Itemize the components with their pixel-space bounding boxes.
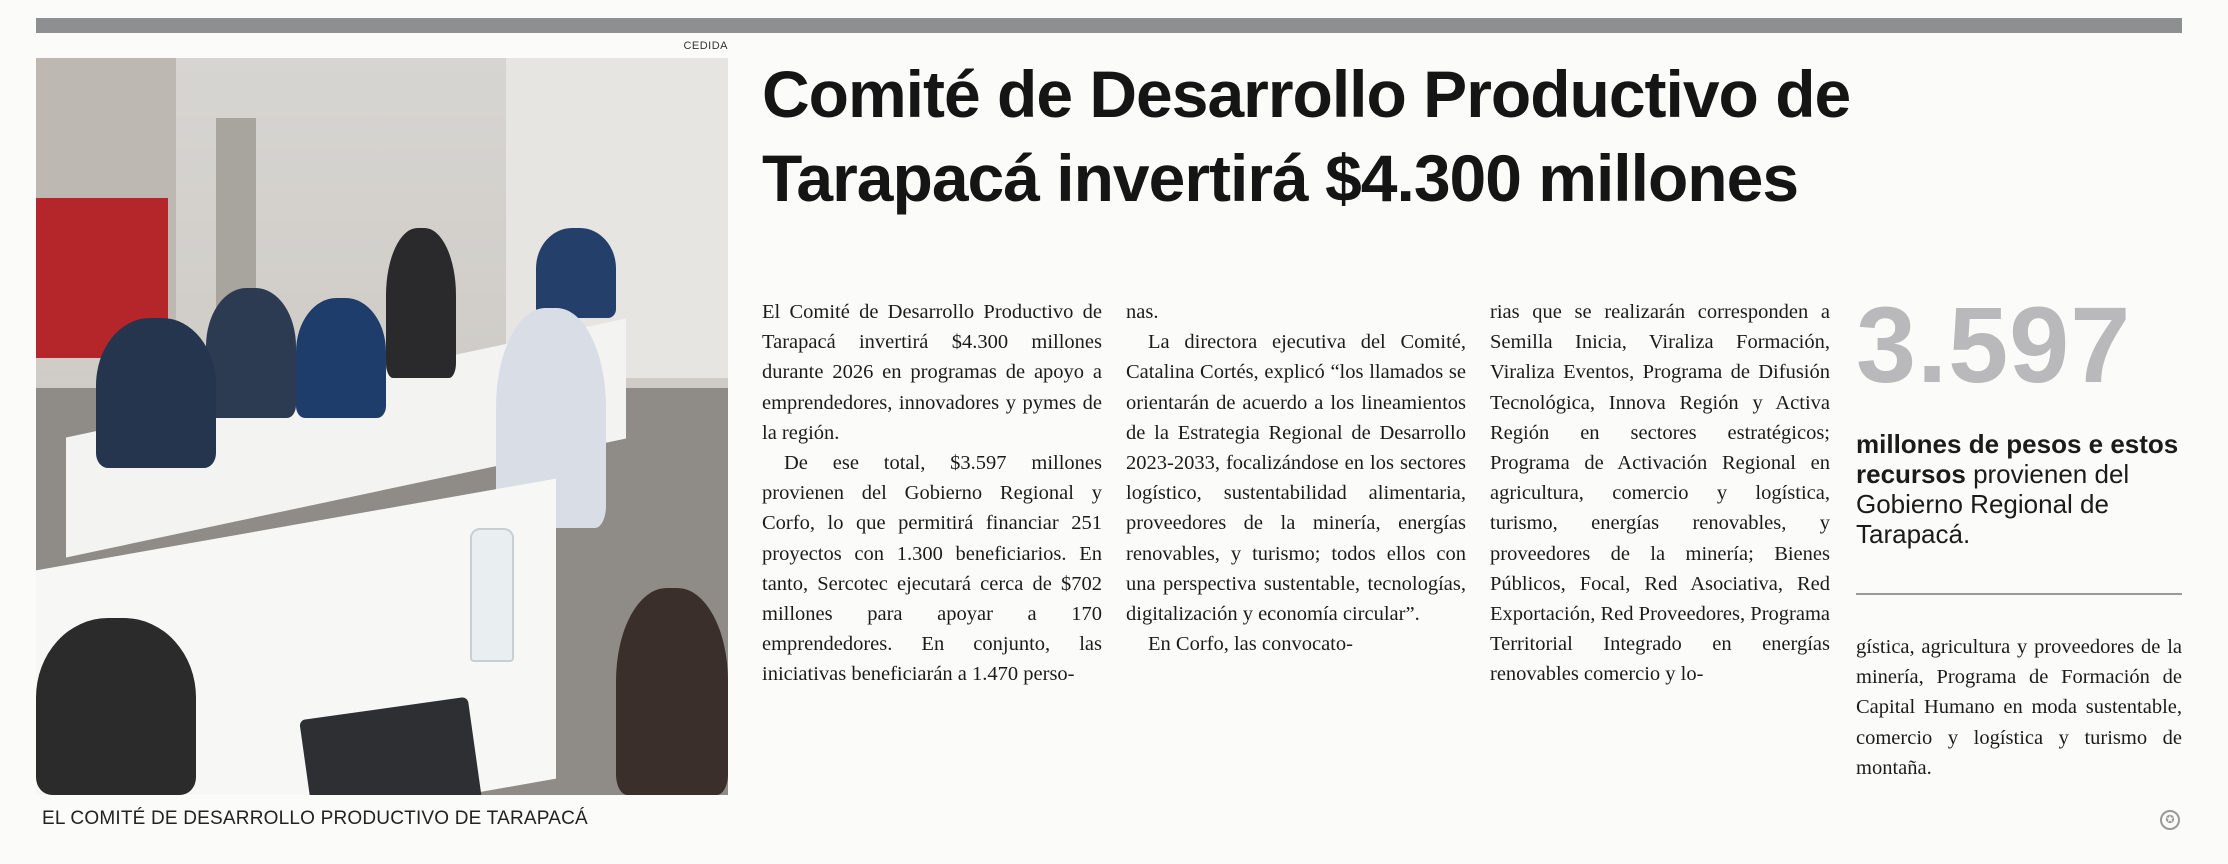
highlight-text-bold: millones de pesos e estos recursos	[1856, 429, 2179, 489]
photo-water-bottle	[470, 528, 514, 662]
highlight-text	[1856, 429, 2182, 549]
photo-caption: EL COMITÉ DE DESARROLLO PRODUCTIVO DE TARAPACÁ	[42, 808, 588, 829]
paragraph: gística, agricultura y proveedores de la minería, Programa de Formación de Capital Humano en moda sustentable, comercio y logística y turismo de montaña.	[1856, 636, 2182, 779]
highlight-text-regular: provienen del Gobierno Regional de Tarapacá.	[1856, 459, 2130, 549]
photo-person	[296, 298, 386, 418]
paragraph: La directora ejecutiva del Comité, Catalina Cortés, explicó “los llamados se orientarán de acuerdo a los lineamientos de la Estrategia Regional de Desarrollo 2023-2033, focalizándose en los sectores logístico, sustentabilidad alimentaria, proveedores de la minería, energías renovables, y turismo; todos ellos con una perspectiva sustentable, tecnologías, digitalización y economía circular”.	[1126, 331, 1466, 626]
article-column-2	[1126, 297, 1466, 659]
article-photo	[36, 58, 728, 795]
article-column-3	[1490, 297, 1830, 690]
paragraph: nas.	[1126, 301, 1159, 323]
paragraph: En Corfo, las convocato-	[1148, 633, 1353, 656]
paragraph: De ese total, $3.597 millones provienen del Gobierno Regional y Corfo, lo que permitirá financiar 251 proyectos con 1.300 beneficiarios. En tanto, Sercotec ejecutará cerca de $702 millones para apoyar a 170 emprendedores. En conjunto, las iniciativas beneficiarán a 1.470 perso-	[762, 452, 1102, 686]
photo-person	[206, 288, 296, 418]
top-rule	[36, 18, 2182, 33]
photo-person	[96, 318, 216, 468]
article-column-4	[1856, 632, 2182, 783]
headline	[762, 52, 2162, 220]
headline-line-2: Tarapacá invertirá $4.300 millones	[762, 141, 1799, 215]
paragraph: El Comité de Desarrollo Productivo de Tarapacá invertirá $4.300 millones durante 2026 en programas de apoyo a emprendedores, innovadores y pymes de la región.	[762, 301, 1102, 444]
photo-person	[36, 618, 196, 795]
photo-person	[386, 228, 456, 378]
paragraph: rias que se realizarán corresponden a Semilla Inicia, Viraliza Formación, Viraliza Eventos, Programa de Difusión Tecnológica, Innova Región y Activa Región en sectores estratégicos; Programa de Activación Regional en agricultura, comercio y logística, turismo, energías renovables, y proveedores de la minería; Bienes Públicos, Focal, Red Asociativa, Red Exportación, Red Proveedores, Programa Territorial Integrado en energías renovables comercio y lo-	[1490, 301, 1830, 686]
photo-person	[616, 588, 728, 795]
highlight-number: 3.597	[1856, 284, 2132, 405]
sidebar-divider	[1856, 593, 2182, 595]
photo-person	[536, 228, 616, 318]
photo-credit: CEDIDA	[683, 40, 728, 52]
headline-line-1: Comité de Desarrollo Productivo de	[762, 57, 1851, 131]
end-of-article-icon: ✪	[2160, 810, 2180, 830]
article-column-1	[762, 297, 1102, 690]
